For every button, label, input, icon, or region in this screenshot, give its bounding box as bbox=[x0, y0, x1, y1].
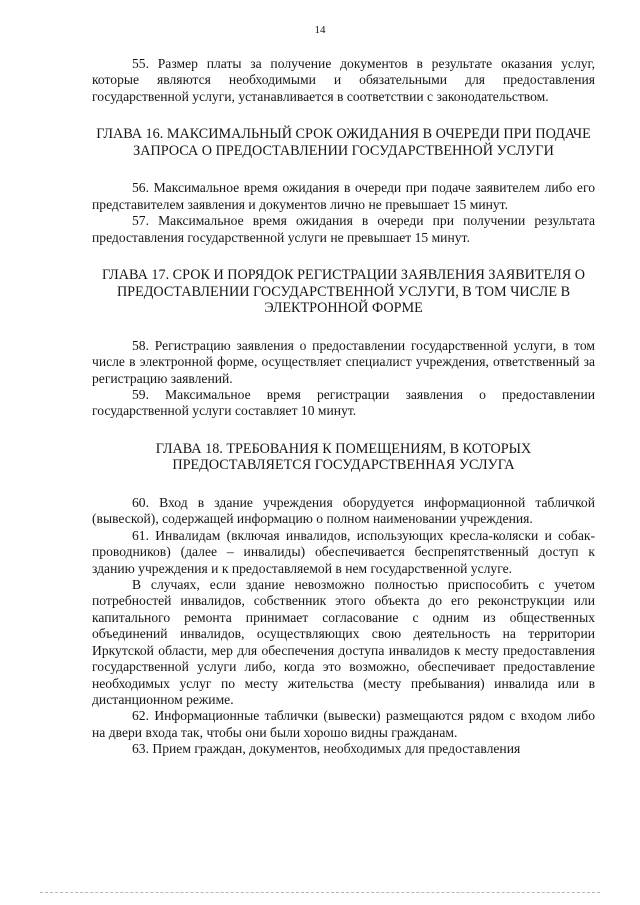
paragraph-55: 55. Размер платы за получение документов в результате оказания услуг, которые являются необходимыми и обязательными для предоставления государственной услуги, устанавливается в соответствии с законодательством. bbox=[92, 56, 595, 104]
paragraph-59: 59. Максимальное время регистрации заявления о предоставлении государственной услуги составляет 10 минут. bbox=[92, 387, 595, 419]
document-body bbox=[92, 56, 595, 758]
paragraph-56: 56. Максимальное время ожидания в очереди при подаче заявителем либо его представителем заявления и документов лично не превышает 15 минут. bbox=[92, 180, 595, 212]
page-number: 14 bbox=[314, 24, 326, 36]
paragraph-61: 61. Инвалидам (включая инвалидов, использующих кресла-коляски и собак-проводников) (далее – инвалиды) обеспечивается беспрепятственный доступ к зданию учреждения и к предоставляемой в нем государственной услуге. bbox=[92, 527, 595, 576]
paragraph-57: 57. Максимальное время ожидания в очереди при получении результата предоставления государственной услуги не превышает 15 минут. bbox=[92, 213, 595, 245]
chapter-17-heading: ГЛАВА 17. СРОК И ПОРЯДОК РЕГИСТРАЦИИ ЗАЯВЛЕНИЯ ЗАЯВИТЕЛЯ О ПРЕДОСТАВЛЕНИИ ГОСУДАРСТВЕННОЙ УСЛУГИ, В ТОМ ЧИСЛЕ В ЭЛЕКТРОННОЙ ФОРМЕ bbox=[102, 267, 585, 317]
paragraph-60: 60. Вход в здание учреждения оборудуется информационной табличкой (вывеской), содержащей информацию о полном наименовании учреждения. bbox=[92, 495, 595, 527]
paragraph-62: 62. Информационные таблички (вывески) размещаются рядом с входом либо на двери входа так, чтобы они были хорошо видны гражданам. bbox=[92, 708, 595, 740]
scan-edge-divider bbox=[40, 892, 600, 893]
paragraph-63: 63. Прием граждан, документов, необходимых для предоставления bbox=[132, 741, 521, 757]
paragraph-61-continued: В случаях, если здание невозможно полностью приспособить с учетом потребностей инвалидов, собственник этого объекта до его реконструкции или капитального ремонта принимает согласование с одним из общественных объединений инвалидов, осуществляющих свою деятельность на территории Иркутской области, мер для обеспечения доступа инвалидов к месту предоставления государственной услуги либо, когда это возможно, обеспечивает предоставление необходимых услуг по месту жительства (месту пребывания) инвалида или в дистанционном режиме. bbox=[92, 577, 595, 707]
paragraph-58: 58. Регистрацию заявления о предоставлении государственной услуги, в том числе в электронной форме, осуществляет специалист учреждения, ответственный за регистрацию заявлений. bbox=[92, 337, 595, 386]
chapter-18-heading: ГЛАВА 18. ТРЕБОВАНИЯ К ПОМЕЩЕНИЯМ, В КОТОРЫХ ПРЕДОСТАВЛЯЕТСЯ ГОСУДАРСТВЕННАЯ УСЛУГА bbox=[155, 440, 532, 474]
chapter-16-heading: ГЛАВА 16. МАКСИМАЛЬНЫЙ СРОК ОЖИДАНИЯ В ОЧЕРЕДИ ПРИ ПОДАЧЕ ЗАПРОСА О ПРЕДОСТАВЛЕНИИ ГОСУДАРСТВЕННОЙ УСЛУГИ bbox=[96, 126, 591, 159]
